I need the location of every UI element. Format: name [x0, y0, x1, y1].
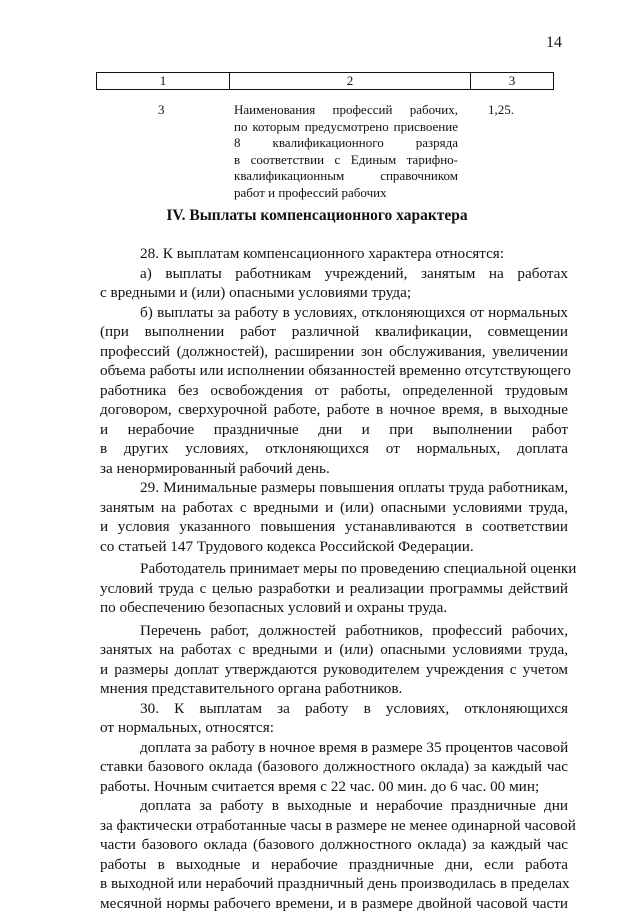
paragraph-line: объема работы или исполнении обязанностей временно отсутствующего — [100, 361, 568, 381]
profession-name-line: в соответствии с Единым тарифно- — [234, 152, 458, 169]
paragraph-line: и нерабочие праздничные дни и при выполнении работ — [100, 420, 568, 440]
paragraph-line: профессий (должностей), расширении зон обслуживания, увеличении — [100, 342, 568, 362]
paragraph-line: Перечень работ, должностей работников, профессий рабочих, — [100, 621, 568, 641]
paragraph-line: Работодатель принимает меры по проведению специальной оценки — [100, 559, 568, 579]
table-row-coefficient: 1,25. — [488, 102, 514, 119]
paragraph-line: 29. Минимальные размеры повышения оплаты труда работникам, — [100, 478, 568, 498]
paragraph-line: за ненормированный рабочий день. — [100, 459, 568, 479]
profession-name-line: Наименования профессий рабочих, — [234, 102, 458, 119]
paragraph-line: доплата за работу в выходные и нерабочие праздничные дни — [100, 796, 568, 816]
profession-name-line: работ и профессий рабочих — [234, 185, 458, 202]
paragraph-line: доплата за работу в ночное время в размере 35 процентов часовой — [100, 738, 568, 758]
paragraph-line: в других условиях, отклоняющихся от нормальных, доплата — [100, 439, 568, 459]
paragraph-line: месячной нормы рабочего времени, и в размере двойной часовой части — [100, 894, 568, 913]
page-number: 14 — [546, 34, 562, 52]
table-header-row — [96, 72, 554, 90]
paragraph-line: занятых на работах с вредными и (или) опасными условиями труда, — [100, 640, 568, 660]
table-header-cell-3: 3 — [471, 73, 553, 89]
paragraph-line: договором, сверхурочной работе, работе в ночное время, в выходные — [100, 400, 568, 420]
paragraph-line: б) выплаты за работу в условиях, отклоняющихся от нормальных — [100, 303, 568, 323]
paragraph-line: 30. К выплатам за работу в условиях, отклоняющихся — [100, 699, 568, 719]
paragraph-line: и размеры доплат утверждаются руководителем учреждения с учетом — [100, 660, 568, 680]
table-row-number: 3 — [158, 102, 165, 119]
paragraph-line: с вредными и (или) опасными условиями труда; — [100, 283, 568, 303]
profession-name-line: по которым предусмотрено присвоение — [234, 119, 458, 136]
paragraph-line: ставки базового оклада (базового должностного оклада) за каждый час — [100, 757, 568, 777]
profession-name-line: квалификационным справочником — [234, 168, 458, 185]
paragraph-line: со статьей 147 Трудового кодекса Российской Федерации. — [100, 537, 568, 557]
table-header-cell-1: 1 — [97, 73, 230, 89]
section-title: IV. Выплаты компенсационного характера — [0, 207, 634, 225]
paragraph-line: от нормальных, относятся: — [100, 718, 568, 738]
paragraph-line: мнения представительного органа работников. — [100, 679, 568, 699]
profession-name-line: 8 квалификационного разряда — [234, 135, 458, 152]
paragraph-line: (при выполнении работ различной квалификации, совмещении — [100, 322, 568, 342]
document-body — [100, 244, 568, 913]
paragraph-line: работы. Ночным считается время с 22 час. 00 мин. до 6 час. 00 мин; — [100, 777, 568, 797]
paragraph-line: в выходной или нерабочий праздничный день производилась в пределах — [100, 874, 568, 894]
paragraph-line: по обеспечению безопасных условий и охраны труда. — [100, 598, 568, 618]
table-row-profession-name — [234, 102, 458, 201]
paragraph-line: работника без освобождения от работы, определенной трудовым — [100, 381, 568, 401]
paragraph-line: 28. К выплатам компенсационного характера относятся: — [100, 244, 568, 264]
paragraph-line: работы в выходные и нерабочие праздничные дни, если работа — [100, 855, 568, 875]
paragraph-line: части базового оклада (базового должностного оклада) за каждый час — [100, 835, 568, 855]
paragraph-line: и условия указанного повышения устанавливаются в соответствии — [100, 517, 568, 537]
paragraph-line: занятым на работах с вредными и (или) опасными условиями труда, — [100, 498, 568, 518]
paragraph-line: а) выплаты работникам учреждений, занятым на работах — [100, 264, 568, 284]
paragraph-line: условий труда с целью разработки и реализации программы действий — [100, 579, 568, 599]
paragraph-line: за фактически отработанные часы в размере не менее одинарной часовой — [100, 816, 568, 836]
table-header-cell-2: 2 — [230, 73, 471, 89]
